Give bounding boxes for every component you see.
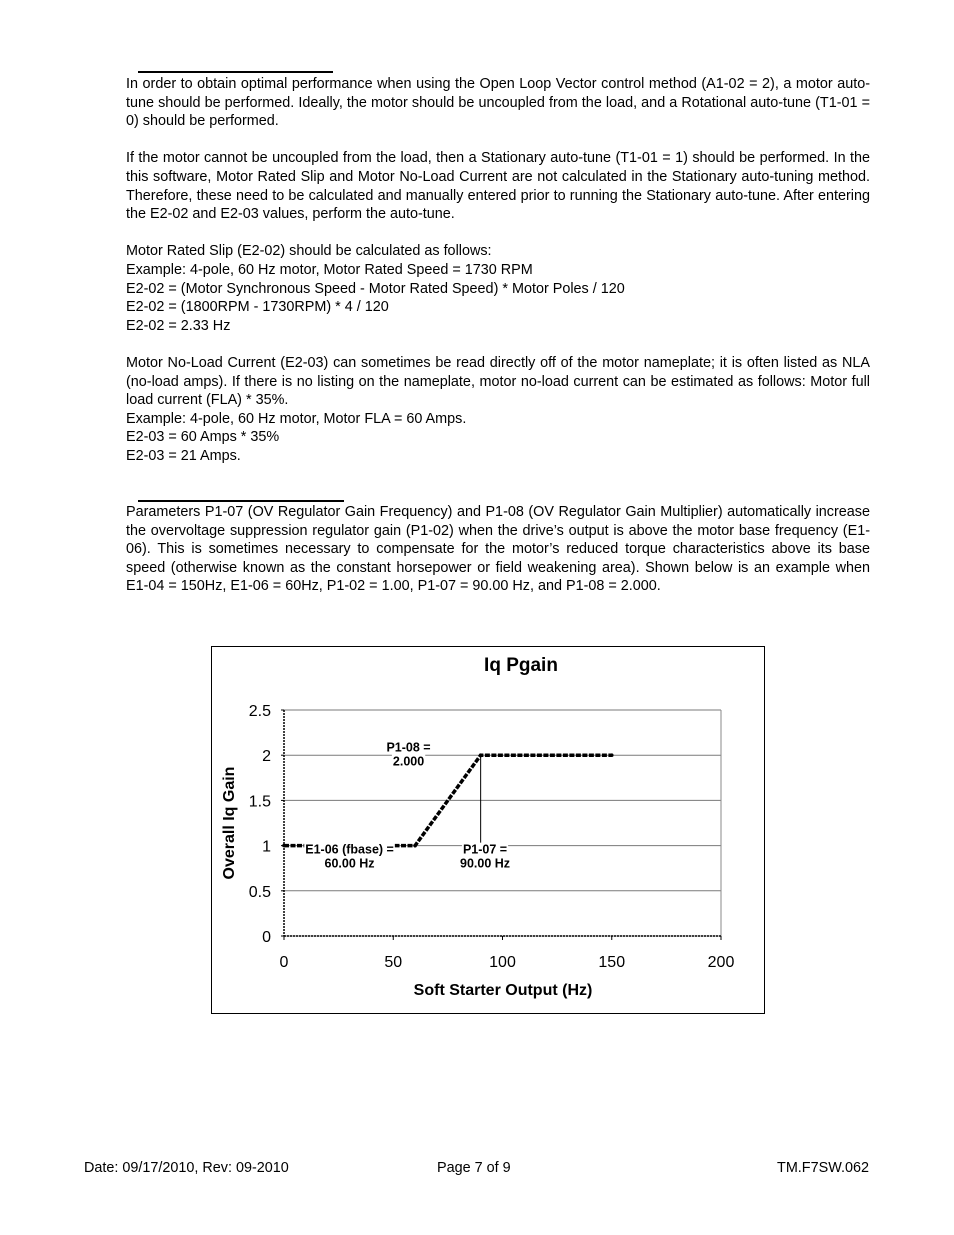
ov-regulator-section [126,503,870,596]
paragraph-gap [126,335,870,354]
x-tick-label: 150 [598,954,626,971]
y-tick-label: 2.5 [248,703,271,720]
annotation-label: P1-07 = [462,842,508,857]
paragraph-line: E2-03 = 60 Amps * 35% [126,429,280,446]
data-point [610,753,614,757]
paragraph-line: E2-03 = 21 Amps. [126,447,241,464]
paragraph-line: Example: 4-pole, 60 Hz motor, Motor FLA = 60 Amps. [126,410,467,427]
data-point [282,844,286,848]
data-point [413,844,417,848]
paragraph-line: E2-02 = 2.33 Hz [126,317,231,334]
paragraph-line: In order to obtain optimal performance when using the Open Loop Vector control method (A1-02 = 2), a motor auto-tune should be performed. Ideally, the motor should be uncoupled from the load, and a Rotational auto-tune (T1-01 = 0) should be performed. [126,76,870,130]
paragraph-line: Motor Rated Slip (E2-02) should be calculated as follows: [126,243,492,260]
paragraph-line: Motor No-Load Current (E2-03) can sometimes be read directly off of the motor nameplate; it is often listed as NLA (no-load amps). If there is no listing on the nameplate, motor no-load current can be estimated as follows: Motor full load current (FLA) * 35%. [126,354,870,409]
paragraph-line: If the motor cannot be uncoupled from the load, then a Stationary auto-tune (T1-01 = 1) should be performed. In the this software, Motor Rated Slip and Motor No-Load Current are not calculated in the Stationary auto-tuning method. Therefore, these need to be calculated and manually entered prior to running the Stationary auto-tune. After entering the E2-02 and E2-03 values, perform the auto-tune. [126,150,870,223]
ov-regulator-paragraph: Parameters P1-07 (OV Regulator Gain Frequency) and P1-08 (OV Regulator Gain Multiplier) automatically increase the overvoltage suppression regulator gain (P1-02) when the drive’s output is above the motor base frequency (E1-06). This is sometimes necessary to compensate for the motor’s reduced torque characteristics above its base speed (otherwise known as the constant horsepower or field weakening area). Shown below is an example when E1-04 = 150Hz, E1-06 = 60Hz, P1-02 = 1.00, P1-07 = 90.00 Hz, and P1-08 = 2.000. [126,504,870,595]
y-tick-label: 0.5 [248,883,271,901]
paragraph-gap [126,131,870,150]
annotation-label: 90.00 Hz [460,856,511,871]
footer-date: Date: 09/17/2010, Rev: 09-2010 [84,1160,289,1176]
autotune-section [126,75,870,465]
paragraph-line: E2-02 = (1800RPM - 1730RPM) * 4 / 120 [126,299,389,316]
y-tick-label: 1 [262,838,271,856]
y-tick-label: 1.5 [248,793,271,811]
annotation-label: 60.00 Hz [324,856,375,871]
x-tick-label: 100 [489,954,516,971]
x-axis-label: Soft Starter Output (Hz) [413,982,593,999]
paragraph-gap [126,224,870,243]
y-tick-label: 2 [262,748,271,766]
iq-pgain-chart [211,646,765,1014]
annotation-label: P1-08 = [386,740,431,755]
paragraph-line: Example: 4-pole, 60 Hz motor, Motor Rated Speed = 1730 RPM [126,261,533,278]
x-tick-label: 0 [279,954,289,971]
x-tick-label: 50 [384,954,403,971]
annotation-label: E1-06 (fbase) = [305,842,394,857]
annotation-label: 2.000 [392,754,425,769]
section1-heading-underline [138,71,333,73]
x-tick-label: 200 [707,954,735,971]
y-axis-label: Overall Iq Gain [221,766,238,880]
footer-document-id: TM.F7SW.062 [777,1160,869,1176]
y-tick-label: 0 [262,929,271,946]
footer-page-number: Page 7 of 9 [437,1160,511,1176]
chart-title: Iq Pgain [484,655,558,676]
section2-heading-underline [138,500,344,502]
paragraph-line: E2-02 = (Motor Synchronous Speed - Motor Rated Speed) * Motor Poles / 120 [126,280,625,297]
chart-svg [212,647,764,1013]
